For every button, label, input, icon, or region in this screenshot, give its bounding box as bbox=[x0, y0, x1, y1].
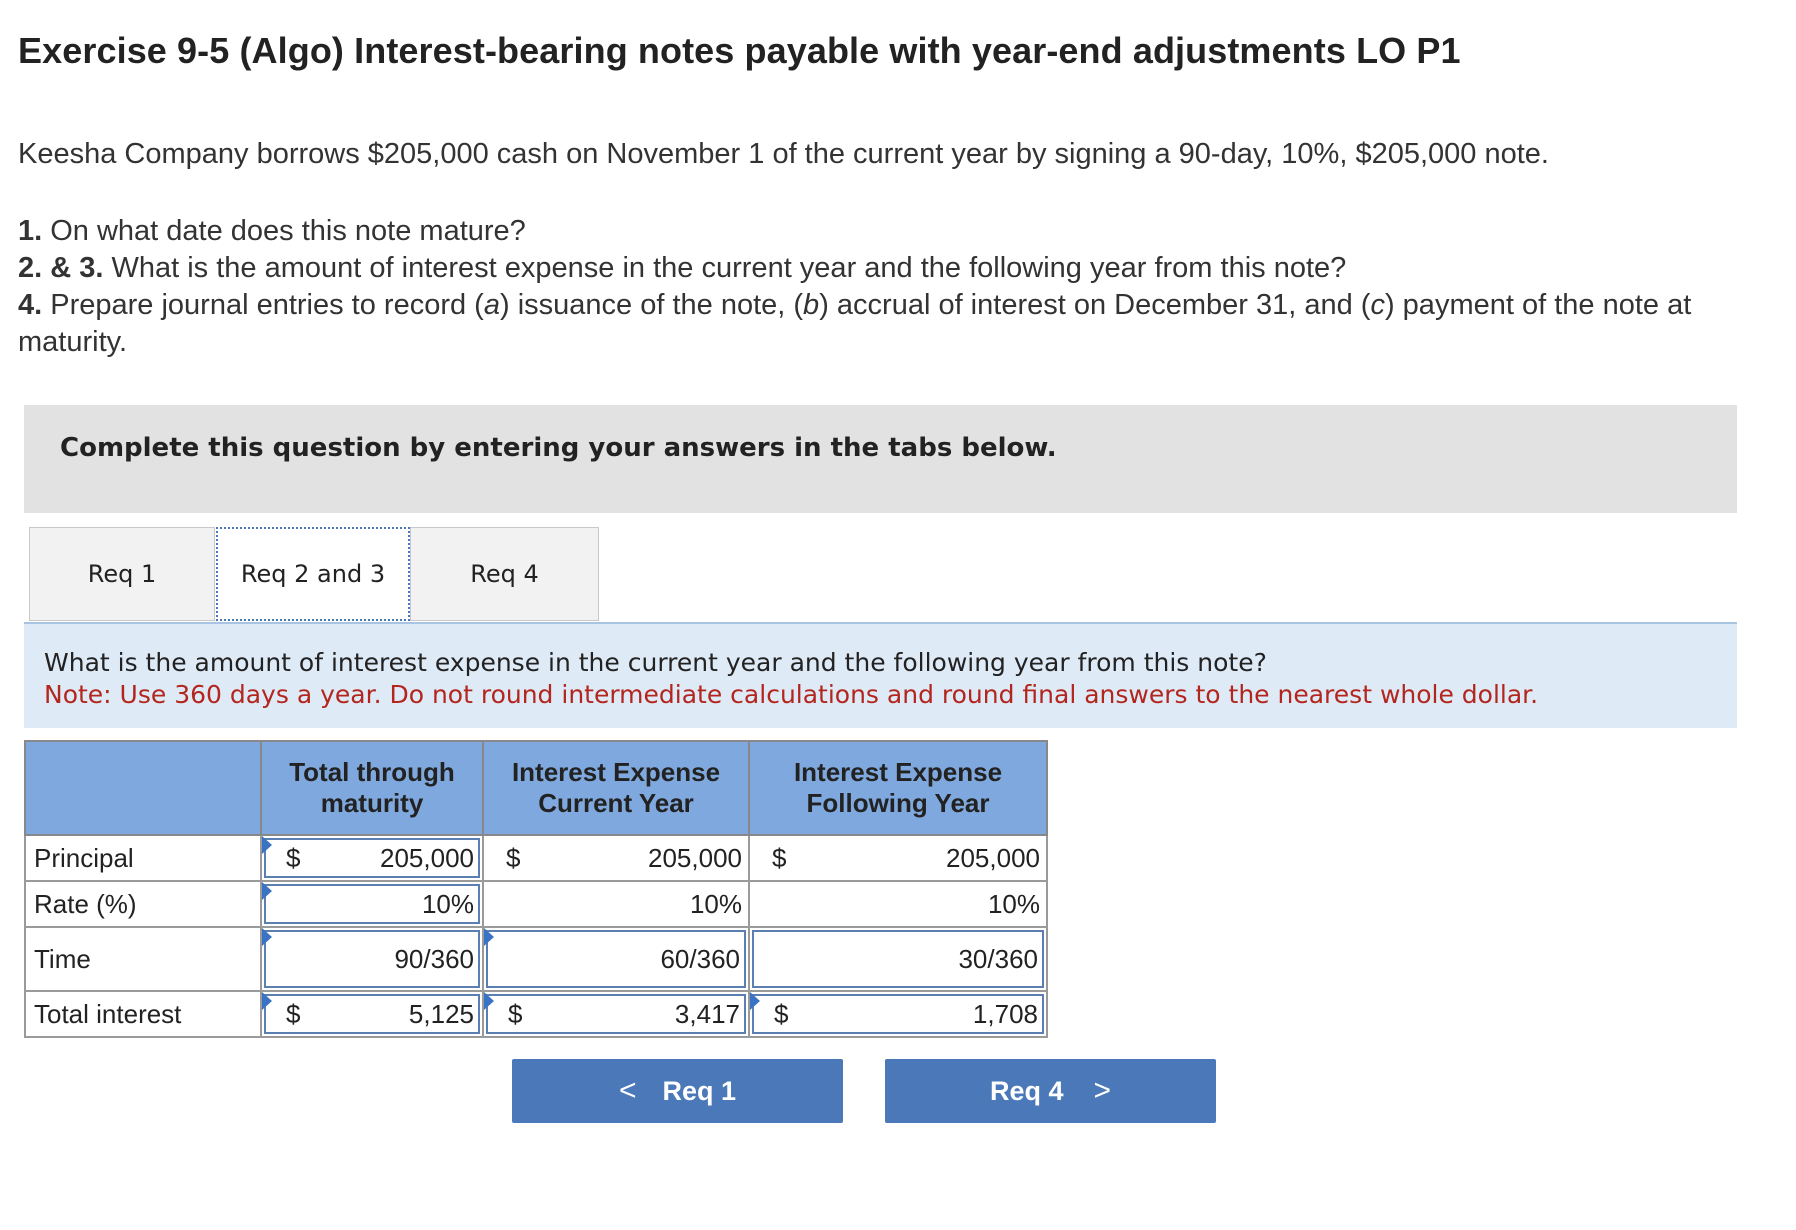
rate-current-cell bbox=[483, 881, 749, 927]
time-current-input[interactable]: 60/360 bbox=[486, 930, 746, 988]
principal-current-value: $ 205,000 bbox=[486, 838, 746, 878]
next-req-4-button[interactable] bbox=[885, 1059, 1216, 1123]
row-label: Total interest bbox=[25, 991, 261, 1037]
principal-following-value: $ 205,000 bbox=[752, 838, 1044, 878]
tab-req-2-and-3[interactable]: Req 2 and 3 bbox=[216, 527, 410, 621]
time-following-input[interactable]: 30/360 bbox=[752, 930, 1044, 988]
problem-intro: Keesha Company borrows $205,000 cash on November 1 of the current year by signing a 90-day, 10%, $205,000 note. bbox=[18, 138, 1549, 170]
rate-total-cell bbox=[261, 881, 483, 927]
time-current-cell bbox=[483, 927, 749, 991]
row-label: Time bbox=[25, 927, 261, 991]
row-label: Principal bbox=[25, 835, 261, 881]
chevron-right-icon: > bbox=[1093, 1074, 1112, 1107]
input-flag-icon bbox=[484, 992, 494, 1010]
interest-current-cell bbox=[483, 991, 749, 1037]
question-2-3: 2. & 3. What is the amount of interest expense in the current year and the following year from this note? bbox=[18, 252, 1347, 284]
page-title: Exercise 9-5 (Algo) Interest-bearing notes payable with year-end adjustments LO P1 bbox=[18, 30, 1461, 71]
tab-req-4[interactable]: Req 4 bbox=[410, 527, 599, 621]
time-total-input[interactable]: 90/360 bbox=[264, 930, 480, 988]
header-total-through-maturity: Total through maturity bbox=[261, 741, 483, 835]
question-1: 1. On what date does this note mature? bbox=[18, 215, 526, 247]
principal-current-cell bbox=[483, 835, 749, 881]
input-flag-icon bbox=[262, 992, 272, 1010]
instruction-note: Note: Use 360 days a year. Do not round intermediate calculations and round final answers to the nearest whole dollar. bbox=[44, 680, 1539, 709]
prev-req-1-button[interactable] bbox=[512, 1059, 843, 1123]
interest-total-cell bbox=[261, 991, 483, 1037]
tab-req-1[interactable]: Req 1 bbox=[29, 527, 215, 621]
table-row-total-interest bbox=[25, 991, 1047, 1037]
row-label: Rate (%) bbox=[25, 881, 261, 927]
rate-current-value: 10% bbox=[486, 884, 746, 924]
input-flag-icon bbox=[750, 992, 760, 1010]
rate-following-value: 10% bbox=[752, 884, 1044, 924]
input-flag-icon bbox=[484, 928, 494, 946]
interest-following-cell bbox=[749, 991, 1047, 1037]
question-instructions bbox=[24, 622, 1737, 728]
banner-text: Complete this question by entering your answers in the tabs below. bbox=[60, 433, 1057, 463]
header-blank bbox=[25, 741, 261, 835]
principal-following-cell bbox=[749, 835, 1047, 881]
next-button-label: Req 4 bbox=[989, 1075, 1064, 1106]
interest-current-input[interactable]: $ 3,417 bbox=[486, 994, 746, 1034]
question-list bbox=[18, 213, 1758, 361]
principal-total-input[interactable]: $ 205,000 bbox=[264, 838, 480, 878]
interest-table bbox=[24, 740, 1048, 1038]
table-row-principal bbox=[25, 835, 1047, 881]
rate-following-cell bbox=[749, 881, 1047, 927]
interest-following-input[interactable]: $ 1,708 bbox=[752, 994, 1044, 1034]
time-following-cell bbox=[749, 927, 1047, 991]
input-flag-icon bbox=[262, 836, 272, 854]
input-flag-icon bbox=[262, 882, 272, 900]
time-total-cell bbox=[261, 927, 483, 991]
header-interest-current-year: Interest Expense Current Year bbox=[483, 741, 749, 835]
prev-button-label: Req 1 bbox=[662, 1075, 737, 1106]
instruction-question: What is the amount of interest expense in the current year and the following year from this note? bbox=[44, 648, 1267, 677]
table-row-time bbox=[25, 927, 1047, 991]
interest-total-input[interactable]: $ 5,125 bbox=[264, 994, 480, 1034]
chevron-left-icon: < bbox=[618, 1074, 637, 1107]
header-interest-following-year: Interest Expense Following Year bbox=[749, 741, 1047, 835]
rate-total-input[interactable]: 10% bbox=[264, 884, 480, 924]
table-header-row bbox=[25, 741, 1047, 835]
input-flag-icon bbox=[262, 928, 272, 946]
principal-total-cell bbox=[261, 835, 483, 881]
table-row-rate bbox=[25, 881, 1047, 927]
instructions-banner bbox=[24, 405, 1737, 513]
question-4: 4. Prepare journal entries to record (a) issuance of the note, (b) accrual of interest on December 31, and (c) payment of the note at maturity. bbox=[18, 289, 1692, 358]
